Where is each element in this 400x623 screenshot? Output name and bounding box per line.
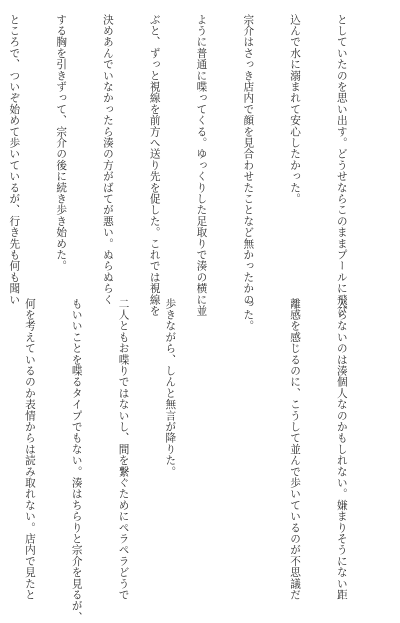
text-line: ところで、ついぞ始めて歩いているが、行き先も何も聞い bbox=[8, 14, 21, 306]
text-line: 二人ともお喋りではないし、間を繋ぐためにペラペラどうで bbox=[117, 298, 130, 601]
text-line: 決めあんでいなかったら湊の方がばてが悪い。ぬらぬらく bbox=[101, 14, 114, 306]
text-block-lower bbox=[22, 298, 380, 623]
text-line: 何を考えているのか表情からは読み取れない。店内で見たと bbox=[23, 298, 36, 601]
text-line: もいいことを喋るタイプでもない。湊はちらりと宗介を見るが、 bbox=[70, 298, 83, 623]
text-line: 離感を感じるのに、こうして並んで歩いているのが不思議だ bbox=[289, 298, 302, 601]
text-line: ように普通に喋ってくる。ゆっくりした足取りで湊の横に並 bbox=[195, 14, 208, 317]
text-line: する胸を引きずって、宗介の後に続き歩き始めた。 bbox=[55, 14, 68, 272]
text-line: 歩きながら、しんと無言が降りた。 bbox=[164, 298, 177, 478]
text-block-upper bbox=[8, 14, 380, 317]
text-line: 込んで水に溺まれて安心したかった。 bbox=[289, 14, 302, 205]
text-line: ぶと、ずっと視線を前方へ送り先を促した。これでは視線を bbox=[148, 14, 161, 317]
text-line: としていたのを思い出す。どうせならこのままプールに飛び bbox=[335, 14, 348, 317]
text-line: った。 bbox=[242, 298, 255, 332]
text-line: 宗介はさっき店内で顔を見合わせたことなど無かったかの bbox=[242, 14, 255, 306]
text-line: 入らないのは湊個人なのかもしれない。嫌まりそうにない距 bbox=[335, 298, 348, 601]
